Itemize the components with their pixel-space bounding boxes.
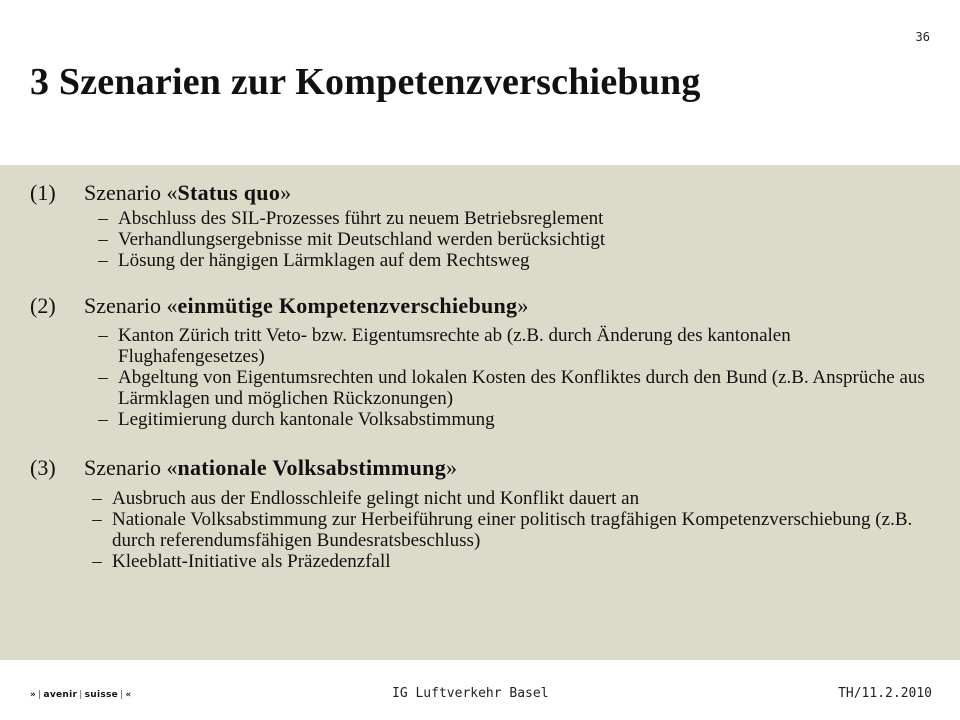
scenario-heading	[30, 455, 930, 481]
bullet-text: Verhandlungsergebnisse mit Deutschland werden berücksichtigt	[118, 229, 606, 250]
slide-title: 3 Szenarien zur Kompetenzverschiebung	[30, 61, 701, 103]
bullet-text: Kanton Zürich tritt Veto- bzw. Eigentumsrechte ab (z.B. durch Änderung des kantonalen Flughafengesetzes)	[118, 325, 791, 367]
bullet-list	[30, 208, 930, 271]
scenario-suffix: »	[446, 455, 457, 480]
scenario-name: Status quo	[177, 180, 281, 205]
bullet-text: Nationale Volksabstimmung zur Herbeiführung einer politisch tragfähigen Kompetenzverschiebung (z.B. durch referendumsfähigen Bundesratsbeschluss)	[112, 509, 913, 551]
scenario-3	[30, 455, 930, 572]
scenario-heading	[30, 293, 930, 319]
scenario-number: (3)	[30, 455, 56, 480]
scenario-number: (1)	[30, 180, 56, 205]
list-item	[88, 208, 930, 229]
dash-marker: –	[92, 551, 102, 572]
list-item	[88, 325, 930, 367]
bullet-list	[30, 325, 930, 430]
dash-marker: –	[98, 208, 108, 229]
bullet-text: Ausbruch aus der Endlosschleife gelingt nicht und Konflikt dauert an	[112, 488, 640, 509]
bullet-text: Abgeltung von Eigentumsrechten und lokalen Kosten des Konfliktes durch den Bund (z.B. Ansprüche aus Lärmklagen und möglichen Rückzonungen)	[118, 367, 925, 409]
list-item	[88, 409, 930, 430]
scenario-2	[30, 293, 930, 430]
list-item	[88, 367, 930, 409]
page-number: 36	[915, 30, 930, 44]
scenario-name: nationale Volksabstimmung	[177, 455, 446, 480]
dash-marker: –	[92, 509, 102, 530]
dash-marker: –	[98, 325, 108, 346]
dash-marker: –	[98, 229, 108, 250]
logo-word-avenir: avenir	[43, 690, 78, 700]
list-item	[82, 488, 930, 509]
list-item	[82, 509, 930, 551]
dash-marker: –	[92, 488, 102, 509]
scenario-prefix: Szenario «	[84, 455, 178, 480]
list-item	[88, 250, 930, 271]
scenario-title	[84, 455, 457, 481]
footer-organization: IG Luftverkehr Basel	[392, 686, 549, 701]
scenario-suffix: »	[280, 180, 292, 205]
scenario-heading	[30, 180, 930, 206]
scenario-number: (2)	[30, 293, 56, 318]
bullet-text: Kleeblatt-Initiative als Präzedenzfall	[112, 551, 391, 572]
logo-left-mark: »	[30, 690, 37, 700]
bullet-text: Abschluss des SIL-Prozesses führt zu neuem Betriebsreglement	[118, 208, 604, 229]
logo-right-mark: «	[125, 690, 132, 700]
dash-marker: –	[98, 367, 108, 388]
dash-marker: –	[98, 409, 108, 430]
list-item	[88, 229, 930, 250]
bullet-text: Lösung der hängigen Lärmklagen auf dem Rechtsweg	[118, 250, 530, 271]
footer-date: TH/11.2.2010	[838, 686, 932, 701]
scenario-name: einmütige Kompetenzverschiebung	[177, 293, 518, 318]
avenir-suisse-logo: » | avenir | suisse | «	[30, 690, 132, 700]
scenario-prefix: Szenario «	[84, 293, 178, 318]
scenario-title	[84, 293, 528, 319]
list-item	[82, 551, 930, 572]
bullet-text: Legitimierung durch kantonale Volksabstimmung	[118, 409, 495, 430]
scenario-prefix: Szenario «	[84, 180, 178, 205]
logo-word-suisse: suisse	[84, 690, 119, 700]
scenario-title	[84, 180, 291, 206]
bullet-list	[30, 488, 930, 572]
scenario-1	[30, 180, 930, 271]
scenario-suffix: »	[517, 293, 529, 318]
dash-marker: –	[98, 250, 108, 271]
